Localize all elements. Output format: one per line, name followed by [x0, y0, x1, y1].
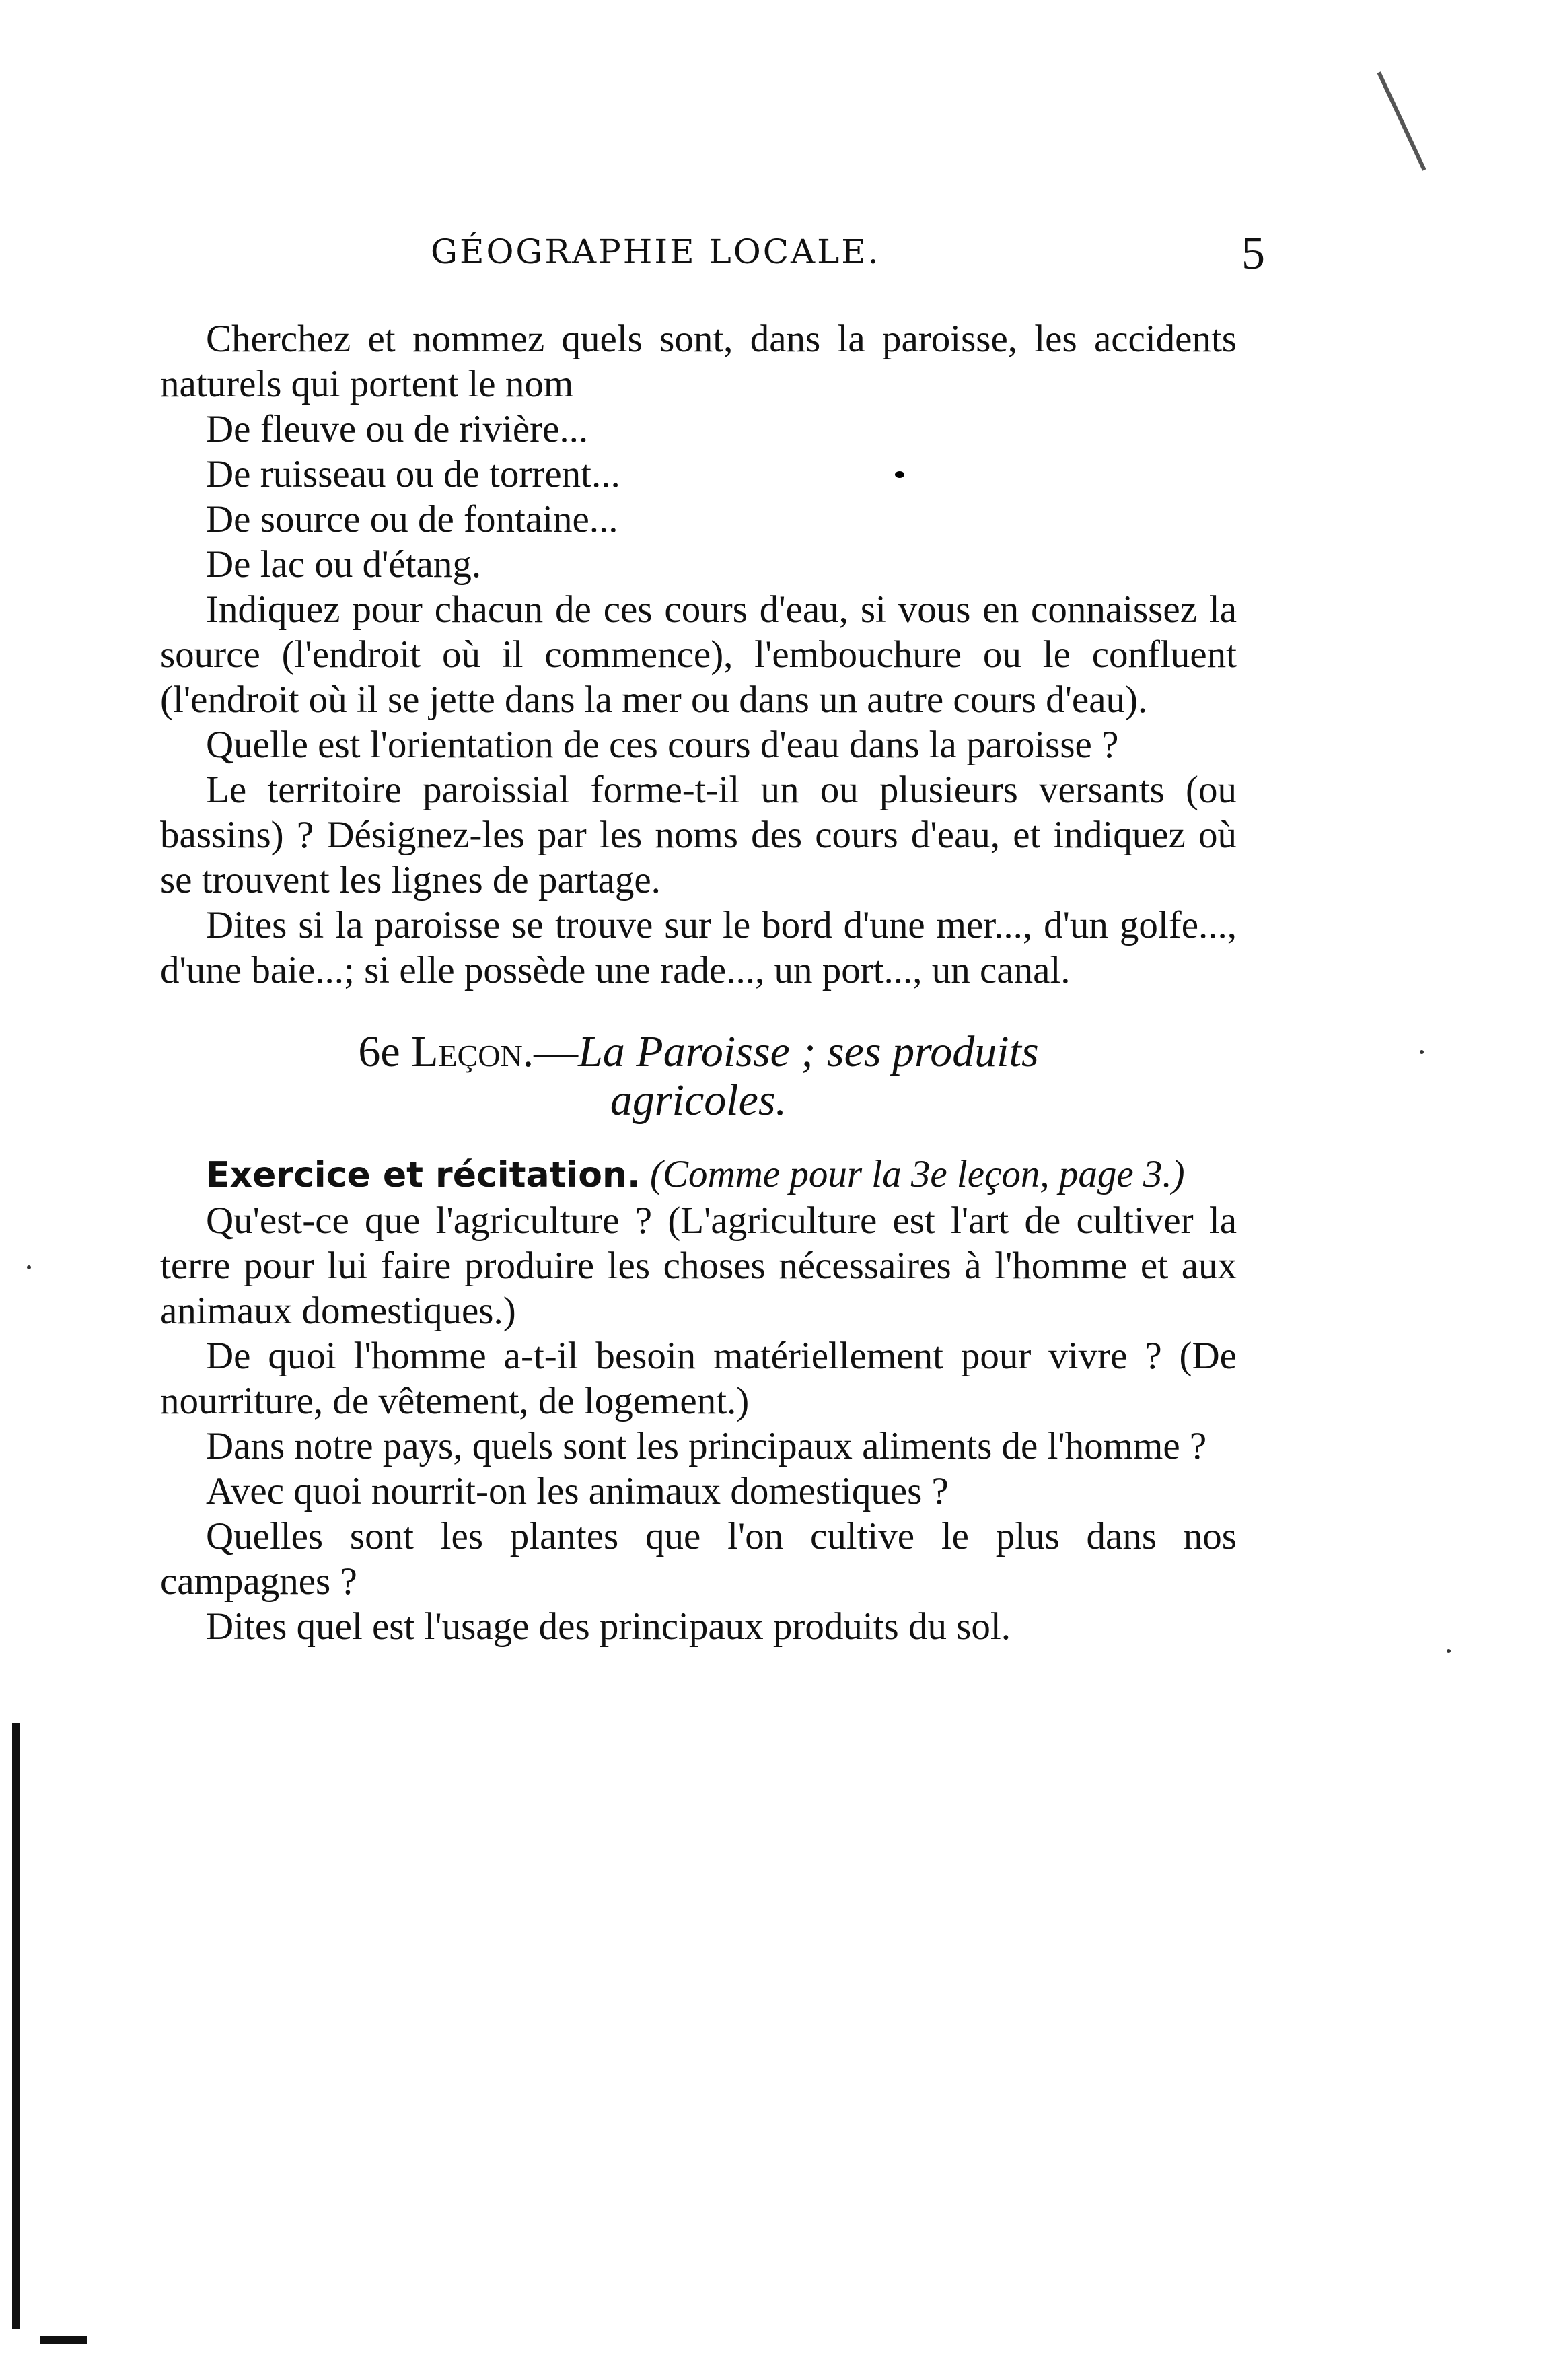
lesson-title-line-2: agricoles.	[610, 1076, 787, 1125]
scan-speck	[1447, 1649, 1451, 1653]
scan-corner-mark	[40, 2336, 87, 2344]
list-item-lac: De lac ou d'étang.	[206, 543, 482, 586]
list-item-source: De source ou de fontaine...	[206, 498, 618, 540]
lesson-label: Leçon.	[411, 1027, 534, 1076]
question-besoins: De quoi l'homme a-t-il besoin matériellement pour vivre ? (De nourriture, de vêtement, de logement.)	[160, 1335, 1237, 1422]
scan-speck	[1420, 1050, 1424, 1054]
page-header	[431, 228, 1265, 293]
paragraph-mer: Dites si la paroisse se trouve sur le bord d'une mer..., d'un golfe..., d'une baie...; si elle possède une rade..., un port..., un canal.	[160, 904, 1237, 991]
paragraph-orientation: Quelle est l'orientation de ces cours d'eau dans la paroisse ?	[206, 724, 1119, 766]
lesson-number: 6e	[358, 1027, 400, 1076]
page-body	[160, 316, 1237, 1649]
paragraph-versants: Le territoire paroissial forme-t-il un ou plusieurs versants (ou bassins) ? Désignez-les par les noms des cours d'eau, et indiquez où se trouvent les lignes de partage.	[160, 769, 1237, 901]
question-aliments: Dans notre pays, quels sont les principaux aliments de l'homme ?	[206, 1425, 1207, 1467]
paragraph-exercise	[160, 1152, 1237, 1198]
paragraph-source: Indiquez pour chacun de ces cours d'eau, si vous en connaissez la source (l'endroit où il commence), l'embouchure ou le confluent (l'endroit où il se jette dans la mer ou dans un autre cours d'eau).	[160, 588, 1237, 721]
exercise-note: (Comme pour la 3e leçon, page 3.)	[649, 1153, 1185, 1195]
lesson-heading	[160, 1028, 1237, 1125]
scan-speck	[27, 1265, 31, 1269]
list-item-ruisseau: De ruisseau ou de torrent...	[206, 453, 620, 495]
lesson-dash: —	[534, 1027, 579, 1076]
question-produits: Dites quel est l'usage des principaux produits du sol.	[206, 1605, 1011, 1648]
exercise-label: Exercice et récitation.	[206, 1155, 641, 1195]
page-number: 5	[1241, 228, 1265, 279]
scan-edge-mark	[12, 1723, 20, 2329]
scan-fold-mark	[1377, 71, 1426, 171]
question-agriculture: Qu'est-ce que l'agriculture ? (L'agriculture est l'art de cultiver la terre pour lui faire produire les choses nécessaires à l'homme et aux animaux domestiques.)	[160, 1199, 1237, 1332]
lesson-heading-line-1	[160, 1028, 1237, 1076]
lesson-title-line-1: La Paroisse ; ses produits	[578, 1027, 1039, 1076]
running-title: GÉOGRAPHIE LOCALE.	[431, 232, 881, 271]
question-plantes: Quelles sont les plantes que l'on cultive le plus dans nos campagnes ?	[160, 1515, 1237, 1603]
list-item-fleuve: De fleuve ou de rivière...	[206, 408, 589, 450]
question-animaux: Avec quoi nourrit-on les animaux domestiques ?	[206, 1470, 949, 1512]
paragraph-intro: Cherchez et nommez quels sont, dans la paroisse, les accidents naturels qui portent le nom	[160, 318, 1237, 405]
